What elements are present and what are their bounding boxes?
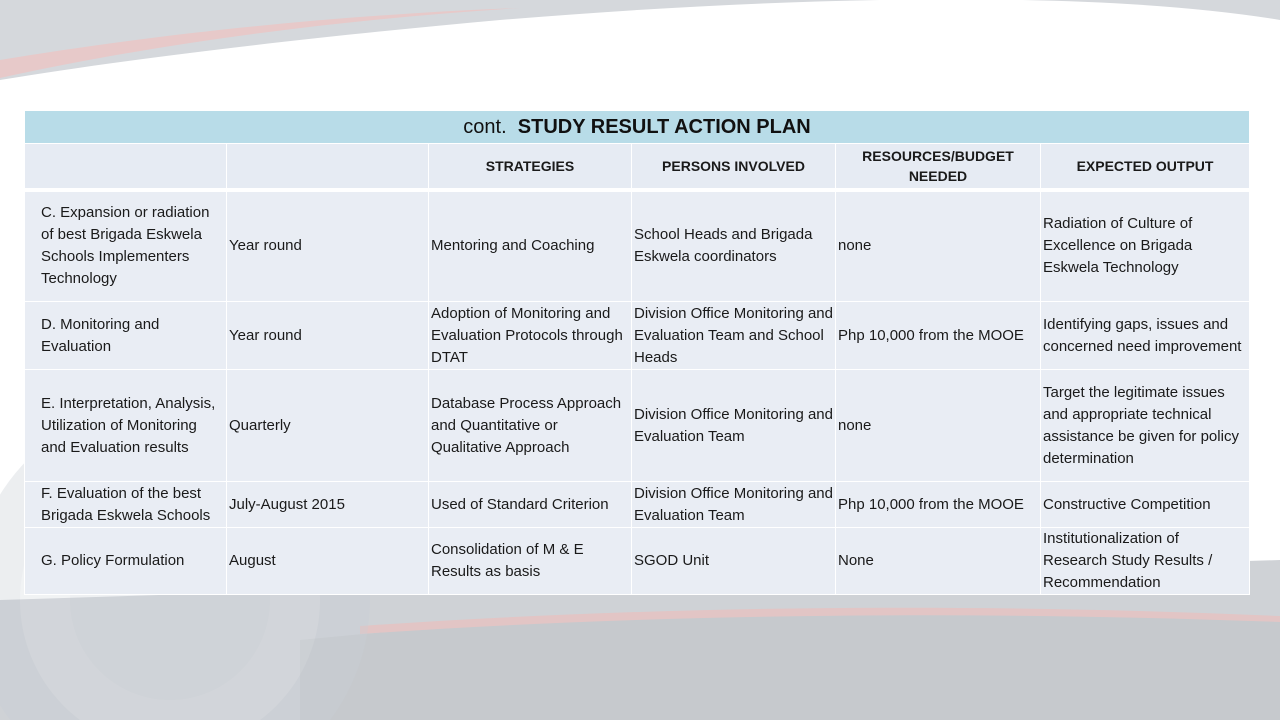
table-row [25, 370, 1250, 482]
persons-involved-cell: School Heads and Brigada Eskwela coordinators [632, 190, 836, 302]
resources-cell: None [836, 528, 1041, 595]
table-title-row [25, 111, 1250, 144]
table-title-prefix: cont. [463, 116, 507, 138]
persons-involved-cell: Division Office Monitoring and Evaluation Team and School Heads [632, 302, 836, 370]
table-title [25, 111, 1250, 144]
resources-cell: Php 10,000 from the MOOE [836, 482, 1041, 528]
activity-cell: C. Expansion or radiation of best Brigada Eskwela Schools Implementers Technology [25, 190, 227, 302]
table-row [25, 482, 1250, 528]
header-expected-output: EXPECTED OUTPUT [1041, 144, 1250, 190]
activity-cell: E. Interpretation, Analysis, Utilization of Monitoring and Evaluation results [25, 370, 227, 482]
expected-output-cell: Radiation of Culture of Excellence on Brigada Eskwela Technology [1041, 190, 1250, 302]
activity-cell: D. Monitoring and Evaluation [25, 302, 227, 370]
table-header-row [25, 144, 1250, 190]
strategies-cell: Adoption of Monitoring and Evaluation Protocols through DTAT [429, 302, 632, 370]
resources-cell: none [836, 190, 1041, 302]
timeframe-cell: Year round [227, 190, 429, 302]
expected-output-cell: Identifying gaps, issues and concerned need improvement [1041, 302, 1250, 370]
table-row [25, 302, 1250, 370]
table-row [25, 528, 1250, 595]
header-persons-involved: PERSONS INVOLVED [632, 144, 836, 190]
header-cell-blank-2 [227, 144, 429, 190]
persons-involved-cell: Division Office Monitoring and Evaluation Team [632, 482, 836, 528]
timeframe-cell: August [227, 528, 429, 595]
timeframe-cell: Year round [227, 302, 429, 370]
expected-output-cell: Constructive Competition [1041, 482, 1250, 528]
activity-cell: G. Policy Formulation [25, 528, 227, 595]
persons-involved-cell: SGOD Unit [632, 528, 836, 595]
header-strategies: STRATEGIES [429, 144, 632, 190]
table-row [25, 190, 1250, 302]
persons-involved-cell: Division Office Monitoring and Evaluation Team [632, 370, 836, 482]
strategies-cell: Used of Standard Criterion [429, 482, 632, 528]
header-cell-blank-1 [25, 144, 227, 190]
action-plan-table [24, 110, 1250, 595]
timeframe-cell: Quarterly [227, 370, 429, 482]
expected-output-cell: Institutionalization of Research Study Results / Recommendation [1041, 528, 1250, 595]
expected-output-cell: Target the legitimate issues and appropriate technical assistance be given for policy determination [1041, 370, 1250, 482]
resources-cell: none [836, 370, 1041, 482]
activity-cell: F. Evaluation of the best Brigada Eskwela Schools [25, 482, 227, 528]
strategies-cell: Consolidation of M & E Results as basis [429, 528, 632, 595]
action-plan-table-wrapper [24, 110, 1249, 595]
strategies-cell: Database Process Approach and Quantitative or Qualitative Approach [429, 370, 632, 482]
timeframe-cell: July-August 2015 [227, 482, 429, 528]
strategies-cell: Mentoring and Coaching [429, 190, 632, 302]
header-resources-budget: RESOURCES/BUDGET NEEDED [836, 144, 1041, 190]
resources-cell: Php 10,000 from the MOOE [836, 302, 1041, 370]
table-title-main: STUDY RESULT ACTION PLAN [517, 116, 811, 138]
